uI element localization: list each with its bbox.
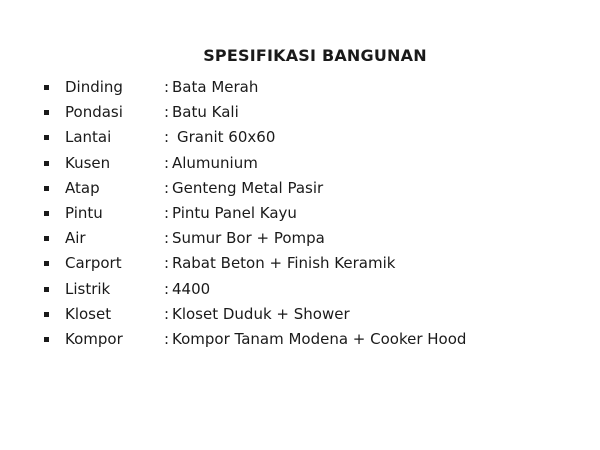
bullet-icon <box>44 261 49 266</box>
bullet-icon <box>44 312 49 317</box>
spec-separator: : <box>164 304 170 323</box>
spec-label: Carport <box>65 254 122 273</box>
spec-separator: : <box>164 279 170 298</box>
bullet-icon <box>44 236 49 241</box>
spec-separator: : <box>164 103 170 122</box>
spec-separator: : <box>164 229 170 248</box>
spec-value: Genteng Metal Pasir <box>172 178 324 197</box>
spec-label: Kusen <box>65 153 111 172</box>
spec-value: Alumunium <box>172 153 258 172</box>
bullet-icon <box>44 211 49 216</box>
bullet-icon <box>44 110 49 115</box>
spec-value: 4400 <box>172 279 211 298</box>
spec-label: Dinding <box>65 78 123 96</box>
spec-label: Atap <box>65 178 100 197</box>
spec-separator: : <box>164 153 170 172</box>
spec-label: Listrik <box>65 279 111 298</box>
spec-value: Sumur Bor + Pompa <box>172 229 325 248</box>
spec-value: Bata Merah <box>172 78 259 96</box>
spec-separator: : <box>164 254 170 273</box>
spec-value: Batu Kali <box>172 103 239 122</box>
bullet-icon <box>44 186 49 191</box>
spec-value: Kompor Tanam Modena + Cooker Hood <box>172 329 467 348</box>
bullet-icon <box>44 161 49 166</box>
bullet-icon <box>44 85 49 90</box>
spec-label: Lantai <box>65 128 112 147</box>
bullet-icon <box>44 337 49 342</box>
spec-separator: : <box>164 78 170 96</box>
spec-label: Pondasi <box>65 103 123 122</box>
spec-label: Kloset <box>65 304 112 323</box>
spec-label: Pintu <box>65 203 103 222</box>
spec-separator: : <box>164 203 170 222</box>
spec-separator: : <box>164 329 170 348</box>
spec-value: Rabat Beton + Finish Keramik <box>172 254 396 273</box>
spec-separator: : <box>164 128 170 147</box>
bullet-icon <box>44 287 49 292</box>
spec-value: Kloset Duduk + Shower <box>172 304 350 323</box>
spec-label: Kompor <box>65 329 123 348</box>
spec-separator: : <box>164 178 170 197</box>
bullet-icon <box>44 135 49 140</box>
spec-value: Pintu Panel Kayu <box>172 203 297 222</box>
spec-label: Air <box>65 229 86 248</box>
spec-value: Granit 60x60 <box>177 128 276 147</box>
page-title: SPESIFIKASI BANGUNAN <box>203 46 427 65</box>
